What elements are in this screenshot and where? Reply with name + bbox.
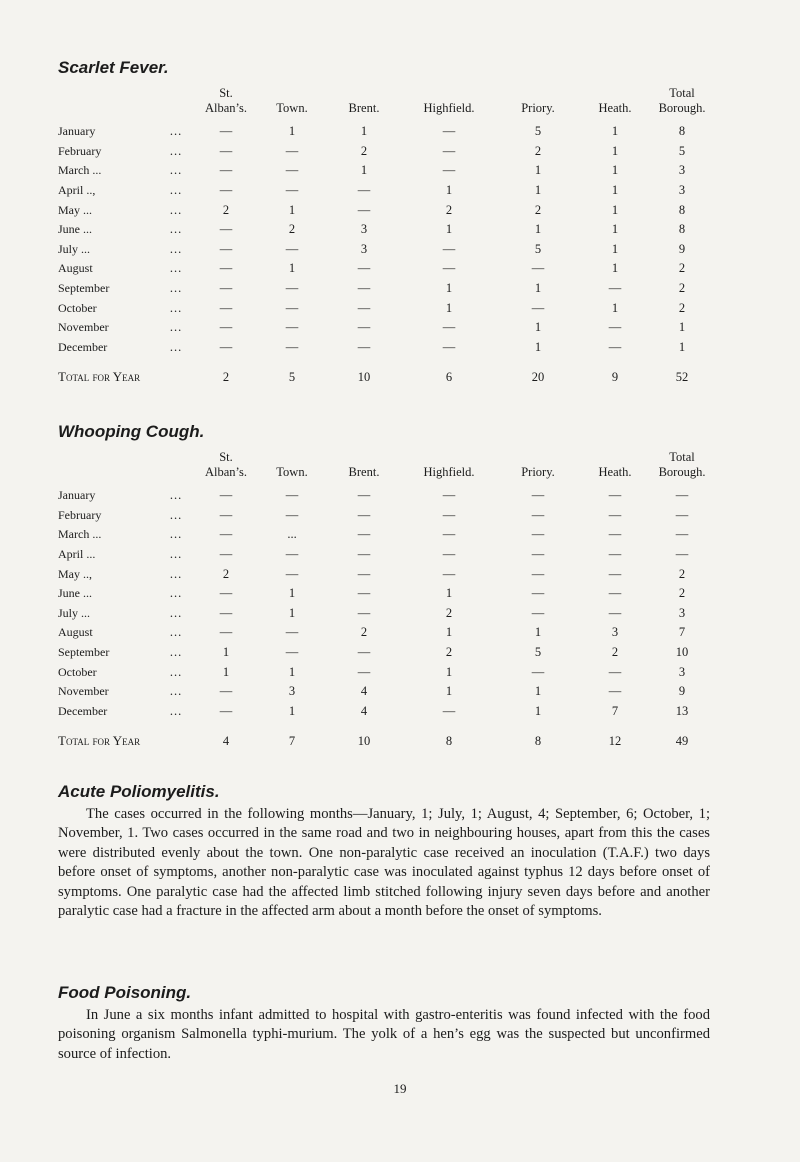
table-row — [58, 525, 712, 545]
food-poisoning-paragraph: In June a six months infant admitted to hospital with gastro-enteritis was found infected with the food poisoning organism Salmonella typhi-murium. The yolk of a hen’s egg was the suspected but unconfirmed source of infection. — [58, 1007, 710, 1062]
leader-dots: ... — [169, 625, 183, 640]
page-number: 19 — [393, 1081, 407, 1096]
table-row — [58, 545, 712, 565]
table-cell: — — [219, 143, 233, 158]
total-cell: 2 — [222, 370, 230, 385]
leader-dots: ... — [169, 183, 183, 198]
table-cell: — — [608, 527, 622, 542]
table-cell: — — [285, 507, 299, 522]
table-cell: — — [219, 684, 233, 699]
table-row — [58, 200, 712, 220]
table-cell: — — [357, 507, 371, 522]
month-label: August — [58, 625, 93, 640]
table-cell: — — [357, 527, 371, 542]
table-cell: 1 — [611, 241, 619, 256]
table-cell: 8 — [678, 124, 686, 139]
table-cell: 4 — [360, 703, 368, 718]
total-cell: 8 — [534, 734, 542, 749]
leader-dots: ... — [169, 703, 183, 718]
table-cell: — — [219, 300, 233, 315]
table-cell: 1 — [678, 339, 686, 354]
table-cell: — — [357, 547, 371, 562]
month-label: May ... — [58, 202, 92, 217]
table-cell: 2 — [222, 202, 230, 217]
table-cell: — — [531, 586, 545, 601]
table-cell: 1 — [534, 222, 542, 237]
table-cell: — — [219, 547, 233, 562]
table-cell: 2 — [445, 202, 453, 217]
month-label: December — [58, 703, 108, 718]
leader-dots: ... — [169, 586, 183, 601]
total-cell: 10 — [357, 370, 371, 385]
table-cell: 1 — [288, 124, 296, 139]
column-header-heath: Heath. — [598, 101, 632, 115]
table-cell: 2 — [360, 143, 368, 158]
table-cell: — — [357, 586, 371, 601]
table-row — [58, 486, 712, 506]
table-header — [58, 450, 712, 486]
table-cell: — — [219, 586, 233, 601]
table-cell: — — [285, 300, 299, 315]
table-cell: 1 — [445, 684, 453, 699]
table-cell: 1 — [611, 261, 619, 276]
whooping-cough-title: Whooping Cough. — [58, 422, 205, 441]
month-label: May .., — [58, 566, 92, 581]
table-cell: — — [219, 507, 233, 522]
table-row — [58, 623, 712, 643]
table-cell: — — [608, 320, 622, 335]
table-cell: 1 — [222, 664, 230, 679]
table-cell: — — [357, 183, 371, 198]
table-cell: — — [219, 339, 233, 354]
table-cell: 1 — [288, 703, 296, 718]
table-row — [58, 220, 712, 240]
table-cell: 1 — [534, 183, 542, 198]
table-row — [58, 240, 712, 260]
table-cell: 1 — [288, 586, 296, 601]
table-cell: — — [219, 488, 233, 503]
table-cell: 3 — [360, 241, 368, 256]
table-cell: 3 — [678, 605, 686, 620]
table-cell: 4 — [360, 684, 368, 699]
table-cell: 10 — [675, 645, 689, 660]
table-cell: 1 — [445, 625, 453, 640]
table-cell: 1 — [534, 339, 542, 354]
table-cell: 1 — [611, 222, 619, 237]
table-row — [58, 161, 712, 181]
table-cell: — — [608, 605, 622, 620]
leader-dots: ... — [169, 300, 183, 315]
column-header-brent: Brent. — [348, 465, 380, 479]
month-label: September — [58, 281, 110, 296]
table-cell: 1 — [445, 300, 453, 315]
leader-dots: ... — [169, 202, 183, 217]
table-cell: 3 — [678, 183, 686, 198]
table-cell: — — [608, 684, 622, 699]
table-cell: — — [442, 320, 456, 335]
table-cell: — — [531, 507, 545, 522]
month-label: July ... — [58, 605, 91, 620]
table-cell: — — [357, 488, 371, 503]
month-label: October — [58, 300, 97, 315]
table-cell: — — [357, 664, 371, 679]
polio-paragraph: The cases occurred in the following months—January, 1; July, 1; August, 4; September, 6; October, 1; November, 1. Two cases occurred in the same road and two in neighbouring houses, apart from this the cases were distributed evenly about the town. One non-paralytic case received an inoculation (T.A.F.) two days before onset of symptoms, another non-paralytic case was inoculated against typhus 12 days before onset of symptoms. One paralytic case had the affected limb stitched following injury seven days before and another paralytic case had a fracture in the affected arm about a month before the onset of symptoms. — [58, 806, 710, 920]
table-cell: — — [608, 488, 622, 503]
table-cell: 5 — [534, 124, 542, 139]
column-header-town: Town. — [276, 101, 308, 115]
table-cell: 8 — [678, 202, 686, 217]
table-cell: 2 — [678, 281, 686, 296]
polio-title: Acute Poliomyelitis. — [58, 782, 220, 801]
table-cell: — — [442, 527, 456, 542]
table-cell: — — [285, 339, 299, 354]
leader-dots: ... — [169, 124, 183, 139]
table-cell: — — [608, 664, 622, 679]
table-cell: 2 — [534, 202, 542, 217]
table-cell: — — [219, 124, 233, 139]
table-row — [58, 338, 712, 358]
month-label: December — [58, 339, 108, 354]
table-cell: — — [675, 527, 689, 542]
table-cell: 13 — [675, 703, 689, 718]
table-cell: — — [531, 527, 545, 542]
table-row — [58, 506, 712, 526]
table-cell: 1 — [534, 625, 542, 640]
column-header-heath: Heath. — [598, 465, 632, 479]
table-cell: — — [442, 507, 456, 522]
table-cell: 8 — [678, 222, 686, 237]
table-cell: 3 — [678, 664, 686, 679]
total-cell: 5 — [288, 370, 296, 385]
leader-dots: ... — [169, 143, 183, 158]
table-cell: 1 — [288, 261, 296, 276]
leader-dots: ... — [169, 163, 183, 178]
total-cell: 12 — [608, 734, 622, 749]
column-header-priory: Priory. — [521, 465, 555, 479]
table-cell: — — [219, 163, 233, 178]
total-cell: 4 — [222, 734, 230, 749]
table-cell: — — [285, 645, 299, 660]
leader-dots: ... — [169, 320, 183, 335]
table-cell: — — [357, 300, 371, 315]
month-label: October — [58, 664, 97, 679]
table-row — [58, 122, 712, 142]
table-cell: 2 — [534, 143, 542, 158]
table-cell: 1 — [611, 124, 619, 139]
table-row — [58, 181, 712, 201]
column-header-st-albans: St. Alban’s. — [204, 450, 247, 479]
column-header-highfield: Highfield. — [423, 101, 475, 115]
column-header-town: Town. — [276, 465, 308, 479]
table-cell: — — [219, 605, 233, 620]
month-label: November — [58, 684, 109, 699]
table-cell: — — [219, 281, 233, 296]
table-cell: — — [608, 281, 622, 296]
month-label: August — [58, 261, 93, 276]
table-cell: 5 — [534, 241, 542, 256]
leader-dots: ... — [169, 664, 183, 679]
table-cell: 1 — [534, 320, 542, 335]
table-cell: 3 — [360, 222, 368, 237]
table-row — [58, 564, 712, 584]
month-label: June ... — [58, 222, 92, 237]
table-row — [58, 702, 712, 722]
table-cell: — — [357, 202, 371, 217]
table-cell: 3 — [678, 163, 686, 178]
table-cell: 1 — [611, 300, 619, 315]
table-cell: — — [675, 507, 689, 522]
column-header-total-borough: Total Borough. — [658, 86, 706, 115]
total-cell: 10 — [357, 734, 371, 749]
table-cell: — — [285, 163, 299, 178]
table-cell: — — [442, 163, 456, 178]
table-row — [58, 318, 712, 338]
table-cell: 1 — [288, 664, 296, 679]
total-cell: 49 — [675, 734, 689, 749]
month-label: March ... — [58, 163, 102, 178]
table-cell: — — [442, 143, 456, 158]
table-cell: 1 — [611, 143, 619, 158]
month-label: January — [58, 124, 96, 139]
table-cell: — — [442, 488, 456, 503]
leader-dots: ... — [169, 547, 183, 562]
leader-dots: ... — [169, 339, 183, 354]
table-cell: 7 — [678, 625, 686, 640]
table-cell: — — [219, 527, 233, 542]
table-cell: — — [285, 143, 299, 158]
table-cell: 1 — [534, 281, 542, 296]
table-cell: 1 — [611, 163, 619, 178]
table-cell: — — [357, 645, 371, 660]
table-cell: 1 — [611, 202, 619, 217]
scarlet-fever-table — [58, 86, 712, 385]
table-cell: — — [219, 261, 233, 276]
month-label: February — [58, 507, 102, 522]
total-label: Total for Year — [58, 369, 141, 385]
table-cell: 1 — [611, 183, 619, 198]
table-cell: 5 — [534, 645, 542, 660]
table-cell: 1 — [288, 202, 296, 217]
total-cell: 6 — [445, 370, 453, 385]
table-cell: 1 — [445, 281, 453, 296]
table-cell: — — [608, 507, 622, 522]
table-cell: — — [357, 566, 371, 581]
column-header-total-borough: Total Borough. — [658, 450, 706, 479]
table-cell: — — [675, 547, 689, 562]
table-cell: 1 — [360, 163, 368, 178]
table-cell: — — [357, 320, 371, 335]
table-cell: — — [285, 281, 299, 296]
table-cell: — — [531, 547, 545, 562]
whooping-cough-table — [58, 450, 712, 749]
table-cell: 2 — [678, 586, 686, 601]
table-cell: — — [285, 625, 299, 640]
table-cell: 2 — [445, 605, 453, 620]
table-cell: — — [219, 625, 233, 640]
table-row — [58, 643, 712, 663]
total-cell: 9 — [611, 370, 619, 385]
leader-dots: ... — [169, 261, 183, 276]
table-row — [58, 142, 712, 162]
table-cell: — — [219, 241, 233, 256]
table-cell: — — [285, 547, 299, 562]
total-row — [58, 357, 712, 385]
table-cell: — — [219, 183, 233, 198]
table-cell: — — [285, 488, 299, 503]
table-cell: 1 — [445, 586, 453, 601]
table-cell: — — [219, 222, 233, 237]
column-header-highfield: Highfield. — [423, 465, 475, 479]
table-row — [58, 584, 712, 604]
table-cell: — — [442, 339, 456, 354]
table-cell: — — [442, 261, 456, 276]
table-cell: 2 — [360, 625, 368, 640]
leader-dots: ... — [169, 222, 183, 237]
total-row — [58, 721, 712, 749]
leader-dots: ... — [169, 566, 183, 581]
table-cell: 1 — [288, 605, 296, 620]
month-label: November — [58, 320, 109, 335]
month-label: April ... — [58, 547, 96, 562]
table-cell: 1 — [222, 645, 230, 660]
table-cell: — — [608, 339, 622, 354]
table-cell: — — [442, 124, 456, 139]
table-cell: — — [285, 183, 299, 198]
leader-dots: ... — [169, 241, 183, 256]
table-cell: — — [531, 664, 545, 679]
table-cell: — — [442, 241, 456, 256]
table-cell: 5 — [678, 143, 686, 158]
table-cell: 1 — [534, 703, 542, 718]
table-cell: 1 — [678, 320, 686, 335]
table-cell: — — [442, 703, 456, 718]
table-cell: 1 — [534, 163, 542, 178]
leader-dots: ... — [169, 605, 183, 620]
month-label: April .., — [58, 183, 96, 198]
total-cell: 8 — [445, 734, 453, 749]
total-cell: 7 — [288, 734, 296, 749]
month-label: January — [58, 488, 96, 503]
table-cell: — — [357, 281, 371, 296]
table-row — [58, 662, 712, 682]
scarlet-fever-title: Scarlet Fever. — [58, 58, 169, 77]
table-cell: — — [531, 488, 545, 503]
leader-dots: ... — [169, 507, 183, 522]
table-cell: 3 — [611, 625, 619, 640]
table-cell: ... — [287, 527, 297, 542]
column-header-priory: Priory. — [521, 101, 555, 115]
table-cell: 9 — [678, 684, 686, 699]
leader-dots: ... — [169, 645, 183, 660]
table-cell: 1 — [445, 183, 453, 198]
column-header-st-albans: St. Alban’s. — [204, 86, 247, 115]
table-cell: 2 — [678, 261, 686, 276]
leader-dots: ... — [169, 281, 183, 296]
table-cell: — — [531, 261, 545, 276]
leader-dots: ... — [169, 527, 183, 542]
table-cell: — — [608, 586, 622, 601]
total-label: Total for Year — [58, 733, 141, 749]
table-cell: 1 — [360, 124, 368, 139]
table-cell: — — [357, 339, 371, 354]
total-cell: 52 — [675, 370, 689, 385]
table-cell: 2 — [611, 645, 619, 660]
table-cell: 1 — [445, 222, 453, 237]
table-cell: 2 — [288, 222, 296, 237]
month-label: July ... — [58, 241, 91, 256]
leader-dots: ... — [169, 488, 183, 503]
table-cell: — — [285, 566, 299, 581]
table-cell: 1 — [445, 664, 453, 679]
table-cell: 2 — [678, 566, 686, 581]
table-cell: — — [442, 566, 456, 581]
table-cell: — — [285, 320, 299, 335]
table-cell: 1 — [534, 684, 542, 699]
table-row — [58, 298, 712, 318]
table-cell: — — [285, 241, 299, 256]
month-label: February — [58, 143, 102, 158]
total-cell: 20 — [531, 370, 545, 385]
table-cell: — — [531, 605, 545, 620]
table-cell: — — [357, 605, 371, 620]
table-cell: 2 — [445, 645, 453, 660]
leader-dots: ... — [169, 684, 183, 699]
column-header-brent: Brent. — [348, 101, 380, 115]
table-cell: — — [608, 566, 622, 581]
month-label: June ... — [58, 586, 92, 601]
table-cell: 3 — [288, 684, 296, 699]
table-row — [58, 682, 712, 702]
table-header — [58, 86, 712, 122]
table-cell: — — [531, 566, 545, 581]
table-cell: 2 — [678, 300, 686, 315]
table-cell: 2 — [222, 566, 230, 581]
table-cell: — — [357, 261, 371, 276]
table-cell: 9 — [678, 241, 686, 256]
table-cell: — — [531, 300, 545, 315]
food-poisoning-title: Food Poisoning. — [58, 983, 192, 1002]
table-cell: — — [675, 488, 689, 503]
table-cell: — — [608, 547, 622, 562]
table-cell: — — [219, 320, 233, 335]
table-row — [58, 279, 712, 299]
table-cell: — — [219, 703, 233, 718]
table-cell: 7 — [611, 703, 619, 718]
table-row — [58, 604, 712, 624]
month-label: March ... — [58, 527, 102, 542]
table-cell: — — [442, 547, 456, 562]
table-row — [58, 259, 712, 279]
month-label: September — [58, 645, 110, 660]
